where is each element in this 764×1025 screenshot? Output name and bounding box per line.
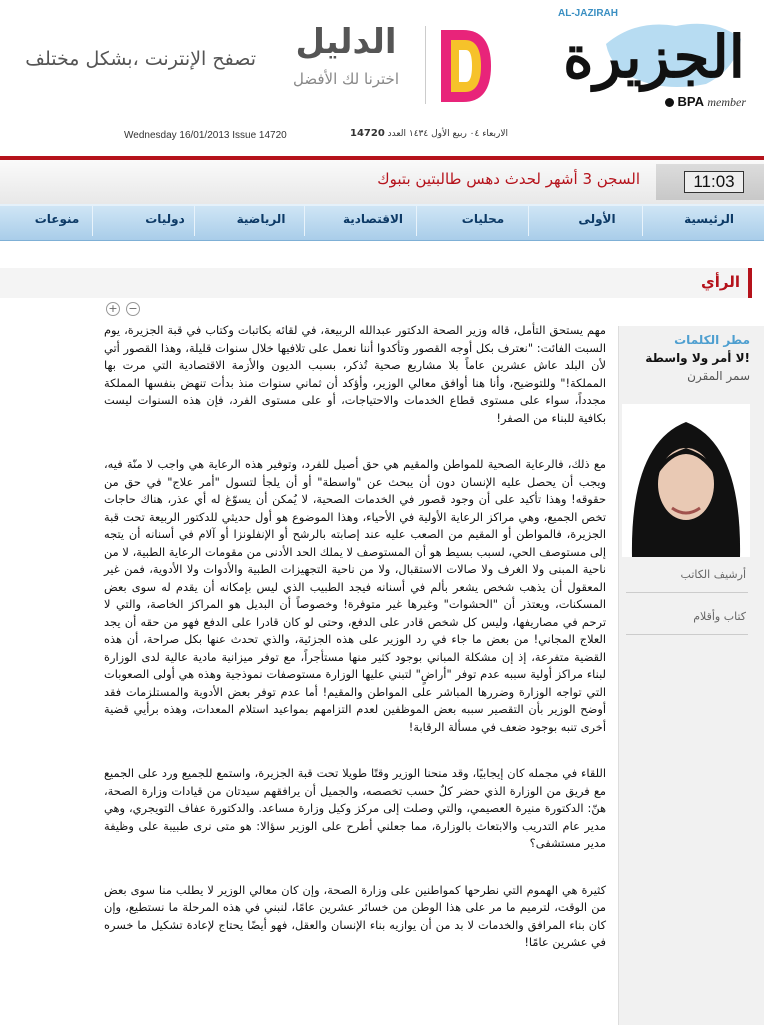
zoom-in-icon[interactable]: + <box>106 302 120 316</box>
nav-separator <box>528 206 529 236</box>
column-author[interactable]: سمر المقرن <box>687 369 750 383</box>
banner-slogan[interactable]: تصفح الإنترنت ،بشكل مختلف <box>25 48 256 70</box>
article-paragraph: كثيرة هي الهموم التي نطرحها كمواطنين على وزارة الصحة، وإن كان معالي الوزير لا يطلب منا سوى بعض من الوقت، لترميم ما مر على هذا الوطن من خسائر عشرين عامًا، لنبني في هذه المرحلة ما نستطيع، وإن كان بناء المرافق والخدمات لا بد من أن يوازيه بناء الإنسان والعقل، فهو أيضًا يحتاج لإعادة تشكيل ما خسره في عشرين عامًا! <box>104 882 606 949</box>
aljazirah-logo[interactable] <box>556 8 756 108</box>
article-paragraph: اللقاء في مجمله كان إيجابيًا، وقد منحنا الوزير وقتًا طويلا تحت قبة الجزيرة، واستمع للجميع ورد على الجميع مع فريق من الوزارة الذي حضر كلٌ حسب تخصصه، والجميل أن يرافقهم سيدتان من قيادات وزارة الصحة، هنّ: الدكتورة منيرة العصيمي، والتي وصلت إلى مركز وكيل وزارة مساعد. والدكتورة عفاف التويجري، وهي مدير عام التدريب والابتعاث بالوزارة، مما جعلني أطرح على الوزير سؤالا: هو متى نرى طبيبة على وظيفة مدير مستشفى؟ <box>104 766 606 850</box>
dalil-subtitle: اخترنا لك الأفضل <box>293 70 399 88</box>
article-paragraph: مع ذلك، فالرعاية الصحية للمواطن والمقيم هي حق أصيل للفرد، وتوفير هذه الرعاية هي واجب لا منّة فيه، ويجب أن يحصل عليه الإنسان دون أن يبحث عن "واسطة" أو أن يلجأ لتسول "أمر علاج" في حق من حقوقه! وهذا تأكيد على أن وجود قصور في الخدمات الصحية، لا يُمكن أن يسوّغ له أي عذر، هناك حاجات تخص الجميع، وهي مراكز الرعاية الأولية في الأحياء، وهذا الموضوع هو أول حديثي للدكتور الربيعة تحت قبة الجزيرة، فالمواطن أو المقيم من الصعب عليه عند إصابته بالرشح أو الإنفلونزا أو آلام في أسنانه أن يتجه إلى مستوصف الحي، لسبب بسيط هو أن المستوصف لا يملك الحد الأدنى من مقومات الرعاية الطبية، لا من ناحية المبنى ولا الغرف ولا صالات الاستقبال، ولا من ناحية التجهيزات الطبية والأدوات ولا الأدوية، فمن غير المعقول أن يذهب شخص يشعر بألم في أسنانه فيجد الطبيب الذي ليس بإمكانه أن يقدم له سوى بعض المسكنات، ويعتذر أن "الحشوات" وغيرها غير متوفرة! وخصوصاً أن البديل هو المراكز الخاصة، والتي لا ترحم في مصاريفها، وليس كل شخص قادر على الدفع، وحتى لو كان قادرا على الدفع فهو من حقه أن يجد العلاج المجاني! من بعض ما جاء في رد الوزير على هذه الجزئية، والذي تحدث عنها بكل صراحة، أن هذه القضية متفرعة، إذ إن مشكلة المباني بوجود كثير منها مستأجراً، مع توفر ميزانية مادية عالية لدى الوزارة لبناء مراكز أولية سببه عدم توفر "أراضٍ" لتبني عليها الوزارة مستوصفات نموذجية وهذه هي أولى الصعوبات التي تواجه الوزارة وضررها المباشر على المواطن والمقيم! أما عدم توفر بعض الأدوية والمستلزمات فقد أوضح الوزير بأن التقصير سببه بعض الموظفين لعدم التزامهم بمواعيد استلام المعدات، وهذه برأيي قضية أخرى تنبه بوجود ضعف في مسألة الرقابة! <box>104 457 606 734</box>
article-body <box>104 322 606 981</box>
issue-date-arabic <box>350 128 508 139</box>
nav-item-sports[interactable]: الرياضية <box>236 212 286 226</box>
author-archive-link[interactable]: أرشيف الكاتب <box>680 568 746 581</box>
issue-date-english: Wednesday 16/01/2013 Issue 14720 <box>124 130 287 141</box>
nav-separator <box>642 206 643 236</box>
dalil-d-logo-icon[interactable] <box>437 26 495 106</box>
article-paragraph: مهم يستحق التأمل، قاله وزير الصحة الدكتور عبدالله الربيعة، في لقائه بكاتبات وكتاب في قبة الجزيرة، يوم السبت الفائت: "نعترف بكل أوجه القصور وتأكدوا أننا نعمل على تلافيها خلال سنوات قليلة، وهذا القصور أتي لأن البلد عاش عشرين عاماً بلا مشاريع صحية تُذكر، بسبب الديون والأزمة الاقتصادية التي مرت بها المملكة!" وللتوضيح، وأنا هنا أوافق معالي الوزير، وأؤكد أن ثماني سنوات منذ بدأت تنهض بنفسها المملكة مجدداً، سواء على مستوى قطاع الخدمات والاحتياجات، أو على مستوى الفرد، فإن هذه السنوات ليست بكافية للبناء من الصفر! <box>104 323 606 425</box>
zoom-out-icon[interactable]: − <box>126 302 140 316</box>
issue-number: 14720 <box>350 128 385 139</box>
column-name: مطر الكلمات <box>674 333 750 347</box>
sidebar-divider <box>626 592 748 593</box>
logo-arabic-text: الجزيرة <box>563 23 745 91</box>
bpa-dot-icon <box>665 98 674 107</box>
sidebar-divider <box>626 634 748 635</box>
bpa-member-badge <box>665 94 746 110</box>
nav-item-first[interactable]: الأولى <box>578 212 616 226</box>
section-title-bar <box>0 268 750 298</box>
nav-item-economy[interactable]: الاقتصادية <box>342 212 404 226</box>
header-divider <box>425 26 426 104</box>
column-article-title: لا أمر ولا واسطة! <box>645 351 750 365</box>
nav-item-international[interactable]: دوليات <box>145 212 185 226</box>
nav-item-local[interactable]: محليات <box>461 212 505 226</box>
breaking-news-headline[interactable]: السجن 3 أشهر لحدث دهس طالبتين بتبوك <box>377 170 640 188</box>
author-photo <box>622 404 750 557</box>
bpa-member-label: member <box>707 95 746 109</box>
logo-latin-text: AL-JAZIRAH <box>558 8 618 19</box>
clock-time: 11:03 <box>684 171 744 193</box>
dalil-title[interactable]: الدليل <box>295 22 397 62</box>
bpa-label: BPA <box>677 94 704 109</box>
writers-link[interactable]: كتاب وأقلام <box>693 610 746 623</box>
issue-date-arabic-text: الاربعاء ٠٤ ربيع الأول ١٤٣٤ العدد <box>387 129 509 139</box>
nav-item-misc[interactable]: منوعات <box>34 212 80 226</box>
nav-item-home[interactable]: الرئيسية <box>684 212 734 226</box>
section-accent <box>748 268 752 298</box>
section-title: الرأي <box>701 273 740 291</box>
